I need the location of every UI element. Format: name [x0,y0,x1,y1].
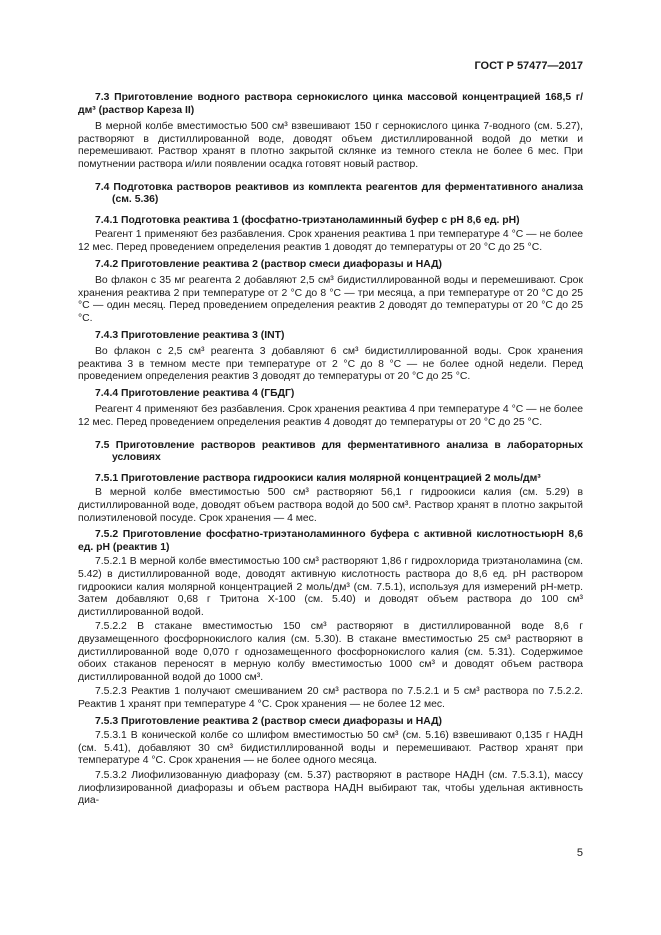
subsection-heading-7-4-4: 7.4.4 Приготовление реактива 4 (ГБДГ) [95,387,295,399]
paragraph: 7.5.2.3 Реактив 1 получают смешиванием 20 см³ раствора по 7.5.2.1 и 5 см³ раствора по 7.5.2.2. Реактив 1 хранят при температуре 4 °С. Срок хранения — не более 12 мес. [78,686,583,710]
paragraph: Реагент 1 применяют без разбавления. Срок хранения реактива 1 при температуре 4 °С — не более 12 мес. Перед проведением определения реактив 1 доводят до температуры от 20 °С до 25 °С. [78,229,583,253]
paragraph: 7.5.3.2 Лиофилизованную диафоразу (см. 5.37) растворяют в растворе НАДН (см. 7.5.3.1), массу лиофлизированной диафоразы и объем раствора НАДН выбирают так, чтобы удельная активность диа- [78,769,583,807]
subsection-heading-7-4-3: 7.4.3 Приготовление реактива 3 (INT) [95,329,285,341]
subsection-heading-7-4-1: 7.4.1 Подготовка реактива 1 (фосфатно-триэтаноламинный буфер с pH 8,6 ед. pH) [95,214,520,226]
paragraph: 7.5.2.1 В мерной колбе вместимостью 100 см³ растворяют 1,86 г гидрохлорида триэтаноламина (см. 5.42) в дистиллированной воде, доводят активную кислотность раствора до 8,6 ед. pH раствором гидроокиси калия молярной концентрацией 2 моль/дм³ (см. 7.5.1), используя для измерений рН-метр. Затем добавляют 0,68 г Тритона Х-100 (см. 5.40) и доводят объем раствора до 100 см³ дистиллированной водой. [78,556,583,618]
paragraph: Реагент 4 применяют без разбавления. Срок хранения реактива 4 при температуре 4 °С — не более 12 мес. Перед проведением определения реактив 4 доводят до температуры от 20 °С до 25 °С. [78,404,583,429]
subsection-heading-7-5-1: 7.5.1 Приготовление раствора гидроокиси калия молярной концентрацией 2 моль/дм³ [95,472,541,484]
paragraph: В мерной колбе вместимостью 500 см³ взвешивают 150 г сернокислого цинка 7-водного (см. 5.27), растворяют в дистиллированной воде, доводят объем дистиллированной водой до метки и перемешивают. Раствор хранят в плотно закрытой склянке из темного стекла не более 6 мес. При помутнении раствора и/или появлении осадка готовят новый раствор. [78,121,583,170]
paragraph: В мерной колбе вместимостью 500 см³ растворяют 56,1 г гидроокиси калия (см. 5.29) в дистиллированной воде, доводят объем раствора водой до 500 см³. Раствор хранят в плотно закрытой полиэтиленовой посуде. Срок хранения — 4 мес. [78,487,583,524]
section-heading-7-4: 7.4 Подготовка растворов реактивов из комплекта реагентов для ферментативного анализа (см. 5.36) [95,181,583,206]
paragraph: Во флакон с 2,5 см³ реагента 3 добавляют 6 см³ бидистиллированной воды. Срок хранения реактива 3 в темном месте при температуре от 2 °С до 8 °С — не более одной недели. Перед проведением определения реактив 3 доводят до температуры от 20 °С до 25 °С. [78,346,583,383]
subsection-heading-7-4-2: 7.4.2 Приготовление реактива 2 (раствор смеси диафоразы и НАД) [95,258,442,270]
document-body [78,92,583,808]
section-heading-7-5: 7.5 Приготовление растворов реактивов для ферментативного анализа в лабораторных условиях [95,439,583,464]
page-number: 5 [576,847,583,859]
subsection-heading-7-5-3: 7.5.3 Приготовление реактива 2 (раствор смеси диафоразы и НАД) [95,715,442,727]
paragraph: Во флакон с 35 мг реагента 2 добавляют 2,5 см³ бидистиллированной воды и перемешивают. Срок хранения реактива 2 при температуре от 2 °С до 8 °С — три месяца, а при температуре от 20 °С до 25 °С — один месяц. Перед проведением определения реактив 2 доводят до температуры от 20 °С до 25 °С. [78,275,583,324]
paragraph: 7.5.3.1 В конической колбе со шлифом вместимостью 50 см³ (см. 5.16) взвешивают 0,135 г НАДН (см. 5.41), добавляют 30 см³ бидистиллированной воды и перемешивают. Раствор хранят при температуре 4 °С. Срок хранения — не более одного месяца. [78,730,583,767]
section-heading-7-3: 7.3 Приготовление водного раствора сернокислого цинка массовой концентрацией 168,5 г/дм³ (раствор Кареза II) [78,92,583,116]
subsection-heading-7-5-2: 7.5.2 Приготовление фосфатно-триэтаноламинного буфера с активной кислотностьюрН 8,6 ед. pH (реактив 1) [78,529,583,553]
standard-header: ГОСТ Р 57477—2017 [474,60,583,72]
paragraph: 7.5.2.2 В стакане вместимостью 150 см³ растворяют в дистиллированной воде 8,6 г двузамещенного фосфорнокислого калия (см. 5.30). В стакане вместимостью 25 см³ растворяют в дистиллированной воде 0,070 г однозамещенного фосфорнокислого калия (см. 5.31). Содержимое обоих стаканов переносят в мерную колбу вместимостью 1000 см³ и доводят объем раствора дистиллированной водой до 1000 см³. [78,621,583,683]
